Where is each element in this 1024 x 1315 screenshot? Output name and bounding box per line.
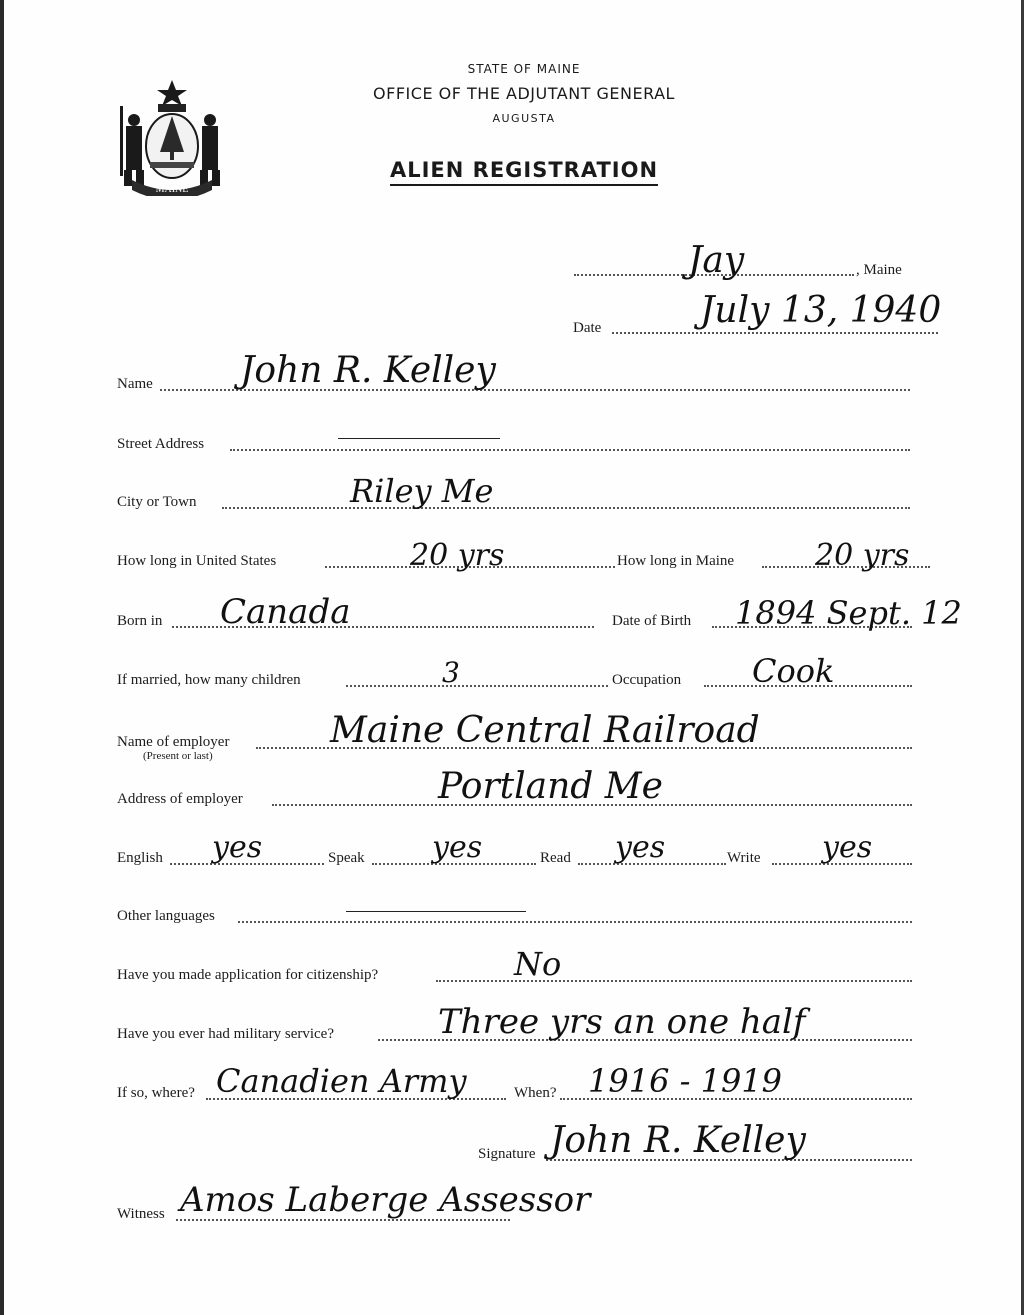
read-label: Read bbox=[540, 850, 571, 866]
employer-sublabel: (Present or last) bbox=[143, 750, 213, 762]
witness-value: Amos Laberge Assessor bbox=[180, 1180, 591, 1220]
citizenship-label: Have you made application for citizenship? bbox=[117, 967, 379, 983]
children-value: 3 bbox=[442, 656, 460, 689]
employer-address-label: Address of employer bbox=[117, 791, 243, 807]
born-in-value: Canada bbox=[220, 592, 351, 632]
employer-value: Maine Central Railroad bbox=[330, 710, 760, 751]
signature-value: John R. Kelley bbox=[550, 1120, 806, 1161]
speak-label: Speak bbox=[328, 850, 365, 866]
read-value: yes bbox=[615, 830, 666, 865]
employer-address-value: Portland Me bbox=[438, 766, 663, 807]
street-address-field-line bbox=[230, 449, 910, 451]
how-long-maine-label: How long in Maine bbox=[617, 553, 735, 569]
when-label: When? bbox=[514, 1085, 557, 1101]
citizenship-field-line bbox=[436, 980, 912, 982]
occupation-label: Occupation bbox=[612, 672, 682, 688]
military-label: Have you ever had military service? bbox=[117, 1026, 334, 1042]
city-field-line bbox=[222, 507, 910, 509]
write-value: yes bbox=[822, 830, 873, 865]
form-title bbox=[12, 158, 1024, 182]
dob-label: Date of Birth bbox=[612, 613, 692, 629]
date-value: July 13, 1940 bbox=[700, 290, 942, 331]
citizenship-value: No bbox=[514, 945, 562, 983]
maine-label: , Maine bbox=[856, 262, 902, 278]
other-languages-field-line bbox=[238, 921, 912, 923]
when-value: 1916 - 1919 bbox=[588, 1062, 783, 1100]
name-value: John R. Kelley bbox=[240, 350, 496, 391]
street-address-label: Street Address bbox=[117, 436, 205, 452]
born-in-label: Born in bbox=[117, 613, 163, 629]
children-label: If married, how many children bbox=[117, 672, 301, 688]
scan-edge-left bbox=[0, 0, 4, 1315]
how-long-us-value: 20 yrs bbox=[410, 538, 505, 573]
city-value: Riley Me bbox=[350, 472, 494, 510]
how-long-maine-value: 20 yrs bbox=[815, 538, 910, 573]
date-field-line bbox=[612, 332, 938, 334]
write-label: Write bbox=[727, 850, 761, 866]
state-heading: STATE OF MAINE bbox=[467, 62, 581, 76]
occupation-value: Cook bbox=[752, 652, 835, 690]
english-value: yes bbox=[212, 830, 263, 865]
city-heading: AUGUSTA bbox=[492, 112, 556, 125]
dob-value: 1894 Sept. 12 bbox=[735, 594, 962, 632]
name-label: Name bbox=[117, 376, 153, 392]
how-long-us-label: How long in United States bbox=[117, 553, 277, 569]
where-value: Canadien Army bbox=[216, 1062, 467, 1100]
other-languages-dash bbox=[346, 911, 526, 912]
witness-label: Witness bbox=[117, 1206, 165, 1222]
town-value: Jay bbox=[688, 240, 745, 281]
military-value: Three yrs an one half bbox=[438, 1002, 806, 1042]
other-languages-label: Other languages bbox=[117, 908, 215, 924]
signature-label: Signature bbox=[478, 1146, 536, 1162]
city-label: City or Town bbox=[117, 494, 197, 510]
seal-text: MAINE bbox=[155, 184, 189, 195]
date-label: Date bbox=[573, 320, 602, 336]
office-heading: OFFICE OF THE ADJUTANT GENERAL bbox=[373, 84, 675, 103]
street-address-dash bbox=[338, 438, 500, 439]
english-label: English bbox=[117, 850, 163, 866]
form-title-text: ALIEN REGISTRATION bbox=[390, 158, 658, 186]
speak-value: yes bbox=[432, 830, 483, 865]
where-label: If so, where? bbox=[117, 1085, 195, 1101]
children-field-line bbox=[346, 685, 608, 687]
employer-label: Name of employer bbox=[117, 734, 230, 750]
